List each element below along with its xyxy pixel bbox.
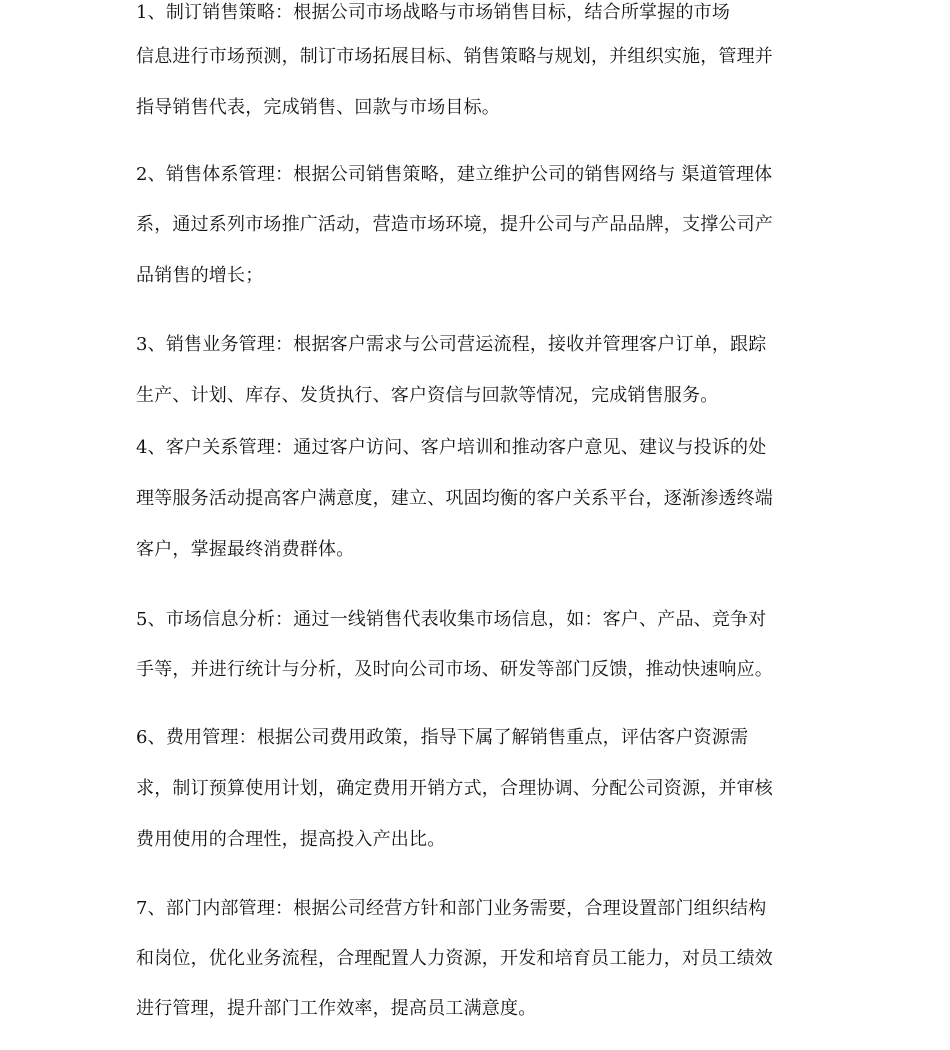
section-6-line-1: 6、费用管理：根据公司费用政策，指导下属了解销售重点，评估客户资源需 (136, 727, 749, 748)
section-2-line-2: 系，通过系列市场推广活动，营造市场环境，提升公司与产品品牌，支撑公司产 (136, 214, 773, 235)
section-4-line-1: 4、客户关系管理：通过客户访问、客户培训和推动客户意见、建议与投诉的处 (136, 437, 767, 458)
section-4-line-3: 客户，掌握最终消费群体。 (136, 539, 355, 560)
section-2-line-1: 2、销售体系管理：根据公司销售策略，建立维护公司的销售网络与 渠道管理体 (136, 164, 773, 185)
section-7-line-2: 和岗位，优化业务流程，合理配置人力资源，开发和培育员工能力，对员工绩效 (136, 948, 773, 969)
section-6-line-3: 费用使用的合理性，提高投入产出比。 (136, 829, 446, 850)
section-5-line-1: 5、市场信息分析：通过一线销售代表收集市场信息，如：客户、产品、竞争对 (136, 609, 767, 630)
section-5-line-2: 手等，并进行统计与分析，及时向公司市场、研发等部门反馈，推动快速响应。 (136, 659, 773, 680)
section-3-line-2: 生产、计划、库存、发货执行、客户资信与回款等情况，完成销售服务。 (136, 385, 719, 406)
section-7-line-1: 7、部门内部管理：根据公司经营方针和部门业务需要，合理设置部门组织结构 (136, 898, 767, 919)
section-1-line-3: 指导销售代表，完成销售、回款与市场目标。 (136, 97, 500, 118)
section-1-line-2: 信息进行市场预测，制订市场拓展目标、销售策略与规划，并组织实施，管理并 (136, 46, 773, 67)
section-3-line-1: 3、销售业务管理：根据客户需求与公司营运流程，接收并管理客户订单，跟踪 (136, 334, 767, 355)
section-1-line-1: 1、制订销售策略：根据公司市场战略与市场销售目标，结合所掌握的市场 (136, 2, 731, 23)
section-2-line-3: 品销售的增长； (136, 265, 264, 286)
section-4-line-2: 理等服务活动提高客户满意度，建立、巩固均衡的客户关系平台，逐渐渗透终端 (136, 488, 773, 509)
section-7-line-3: 进行管理，提升部门工作效率，提高员工满意度。 (136, 998, 537, 1019)
section-6-line-2: 求，制订预算使用计划，确定费用开销方式，合理协调、分配公司资源，并审核 (136, 778, 773, 799)
